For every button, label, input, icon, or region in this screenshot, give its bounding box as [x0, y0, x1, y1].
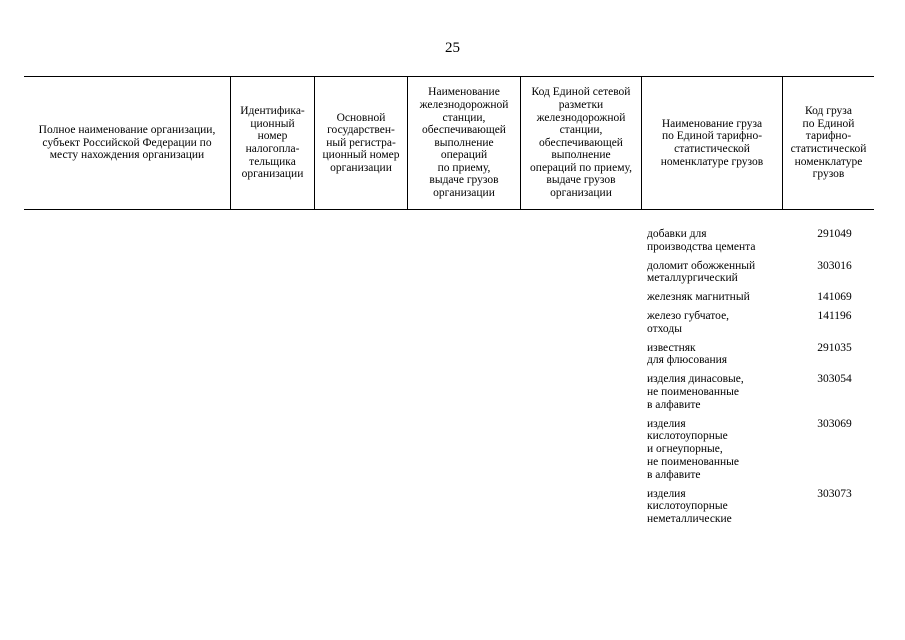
cargo-list — [647, 228, 862, 532]
header-station-code: Код Единой сетевой разметки железнодорожной станции, обеспечивающей выполнение операций по приему, выдаче грузов организации — [521, 77, 642, 209]
cargo-name: изделия кислотоупорные и огнеупорные, не поименованные в алфавите — [647, 417, 739, 481]
table-row — [647, 488, 862, 526]
header-cargo-name: Наименование груза по Единой тарифно- статистической номенклатуре грузов — [642, 77, 783, 209]
cargo-code: 291035 — [817, 341, 852, 354]
header-organization-name: Полное наименование организации, субъект Российской Федерации по месту нахождения организации — [24, 77, 231, 209]
table-row — [647, 291, 862, 304]
table-row — [647, 342, 862, 368]
header-cargo-code: Код груза по Единой тарифно- статистической номенклатуре грузов — [790, 105, 867, 181]
header-inn: Идентифика- ционный номер налогопла- тельщика организации — [231, 77, 315, 209]
table-row — [647, 228, 862, 254]
table-row — [647, 373, 862, 411]
table-header — [24, 76, 874, 210]
cargo-name: изделия кислотоупорные неметаллические — [647, 487, 732, 526]
cargo-code: 303073 — [817, 487, 852, 500]
cargo-code: 303016 — [817, 259, 852, 272]
table-row — [647, 418, 862, 482]
cargo-code: 303054 — [817, 373, 852, 386]
table-row — [647, 310, 862, 336]
table-row — [647, 260, 862, 286]
cargo-name: железо губчатое, отходы — [647, 309, 730, 335]
header-ogrn: Основной государствен- ный регистра- ционный номер организации — [315, 77, 408, 209]
cargo-name: изделия динасовые, не поименованные в алфавите — [647, 373, 744, 411]
header-station-name: Наименование железнодорожной станции, обеспечивающей выполнение операций по приему, выдаче грузов организации — [408, 77, 521, 209]
cargo-name: добавки для производства цемента — [647, 228, 756, 253]
cargo-code: 303069 — [817, 417, 852, 430]
cargo-code: 291049 — [817, 228, 852, 240]
cargo-name: железняк магнитный — [647, 291, 750, 304]
cargo-code: 141069 — [817, 291, 852, 304]
cargo-code: 141196 — [817, 309, 852, 322]
page-number: 25 — [445, 40, 460, 56]
cargo-name: известняк для флюсования — [647, 341, 728, 367]
cargo-name: доломит обожженный металлургический — [647, 259, 756, 285]
